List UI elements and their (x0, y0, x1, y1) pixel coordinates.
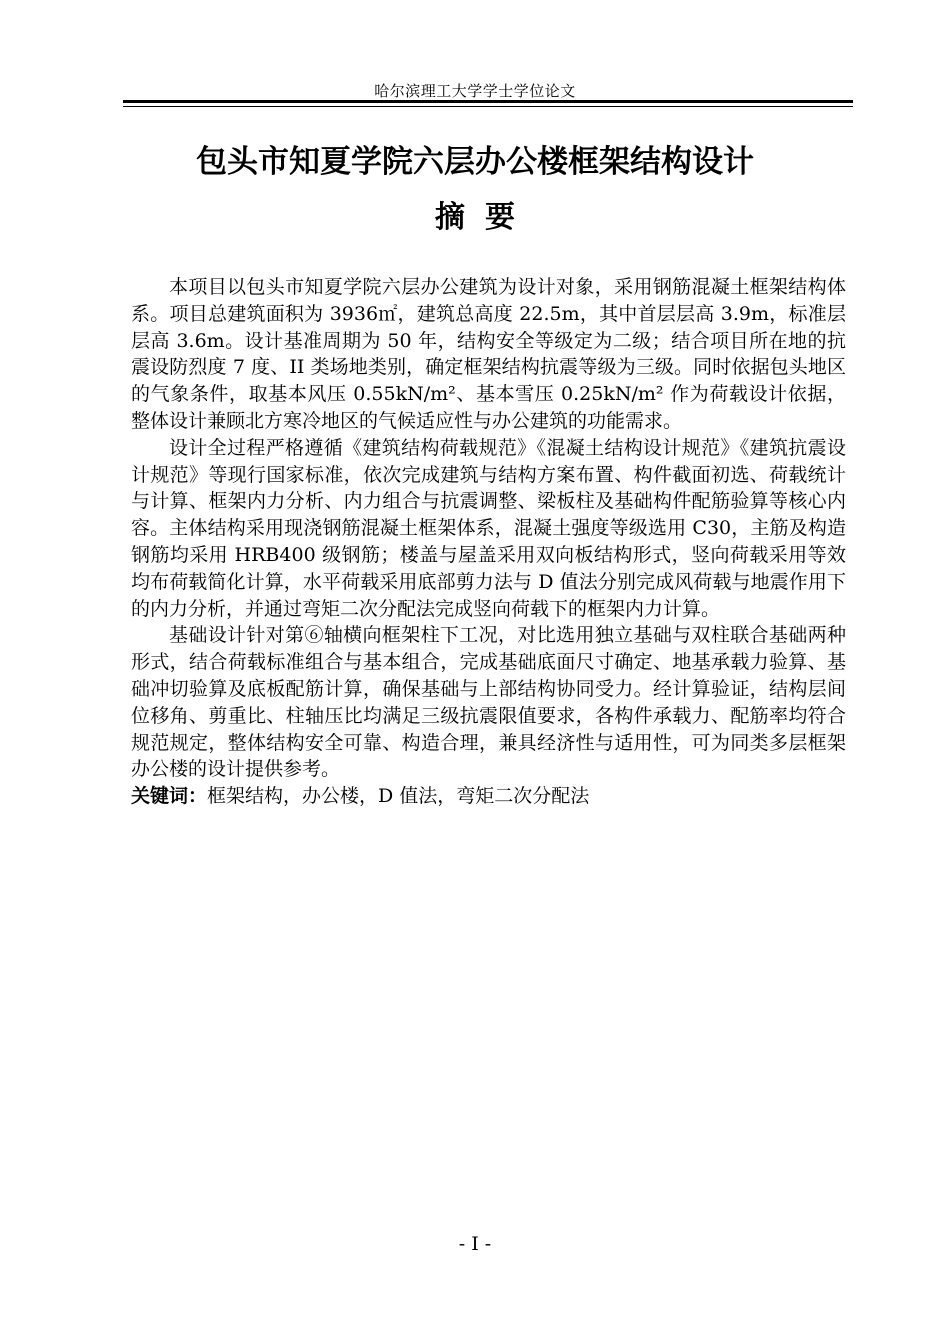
header-rule-thin (123, 106, 853, 107)
keywords-line (131, 783, 846, 810)
page-number: - I - (458, 1233, 492, 1255)
header-title: 哈尔滨理工大学学士学位论文 (374, 82, 576, 100)
keywords-text: 框架结构，办公楼，D 值法，弯矩二次分配法 (207, 785, 590, 808)
keywords-label: 关键词： (131, 785, 208, 808)
abstract-paragraph-3: 基础设计针对第⑥轴横向框架柱下工况，对比选用独立基础与双柱联合基础两种形式，结合荷载标准组合与基本组合，完成基础底面尺寸确定、地基承载力验算、基础冲切验算及底板配筋计算，确保基础与上部结构协同受力。经计算验证，结构层间位移角、剪重比、柱轴压比均满足三级抗震限值要求，各构件承载力、配筋率均符合规范规定，整体结构安全可靠、构造合理，兼具经济性与适用性，可为同类多层框架办公楼的设计提供参考。 (131, 624, 846, 781)
thesis-title: 包头市知夏学院六层办公楼框架结构设计 (196, 144, 754, 180)
abstract-paragraph-2: 设计全过程严格遵循《建筑结构荷载规范》《混凝土结构设计规范》《建筑抗震设计规范》等现行国家标准，依次完成建筑与结构方案布置、构件截面初选、荷载统计与计算、框架内力分析、内力组合与抗震调整、梁板柱及基础构件配筋验算等核心内容。主体结构采用现浇钢筋混凝土框架体系，混凝土强度等级选用 C30，主筋及构造钢筋均采用 HRB400 级钢筋；楼盖与屋盖采用双向板结构形式，竖向荷载采用等效均布荷载简化计算，水平荷载采用底部剪力法与 D 值法分别完成风荷载与地震作用下的内力分析，并通过弯矩二次分配法完成竖向荷载下的框架内力计算。 (131, 436, 846, 620)
abstract-paragraph-1: 本项目以包头市知夏学院六层办公建筑为设计对象，采用钢筋混凝土框架结构体系。项目总建筑面积为 3936㎡，建筑总高度 22.5m，其中首层层高 3.9m，标准层层高 3.6m。设计基准周期为 50 年，结构安全等级定为二级；结合项目所在地的抗震设防烈度 7 度、II 类场地类别，确定框架结构抗震等级为三级。同时依据包头地区的气象条件，取基本风压 0.55kN/m²、基本雪压 0.25kN/m² 作为荷载设计依据，整体设计兼顾北方寒冷地区的气候适应性与办公建筑的功能需求。 (131, 276, 846, 432)
abstract-body (131, 274, 846, 810)
header-rule-thick (123, 100, 853, 103)
abstract-heading: 摘要 (435, 200, 535, 235)
